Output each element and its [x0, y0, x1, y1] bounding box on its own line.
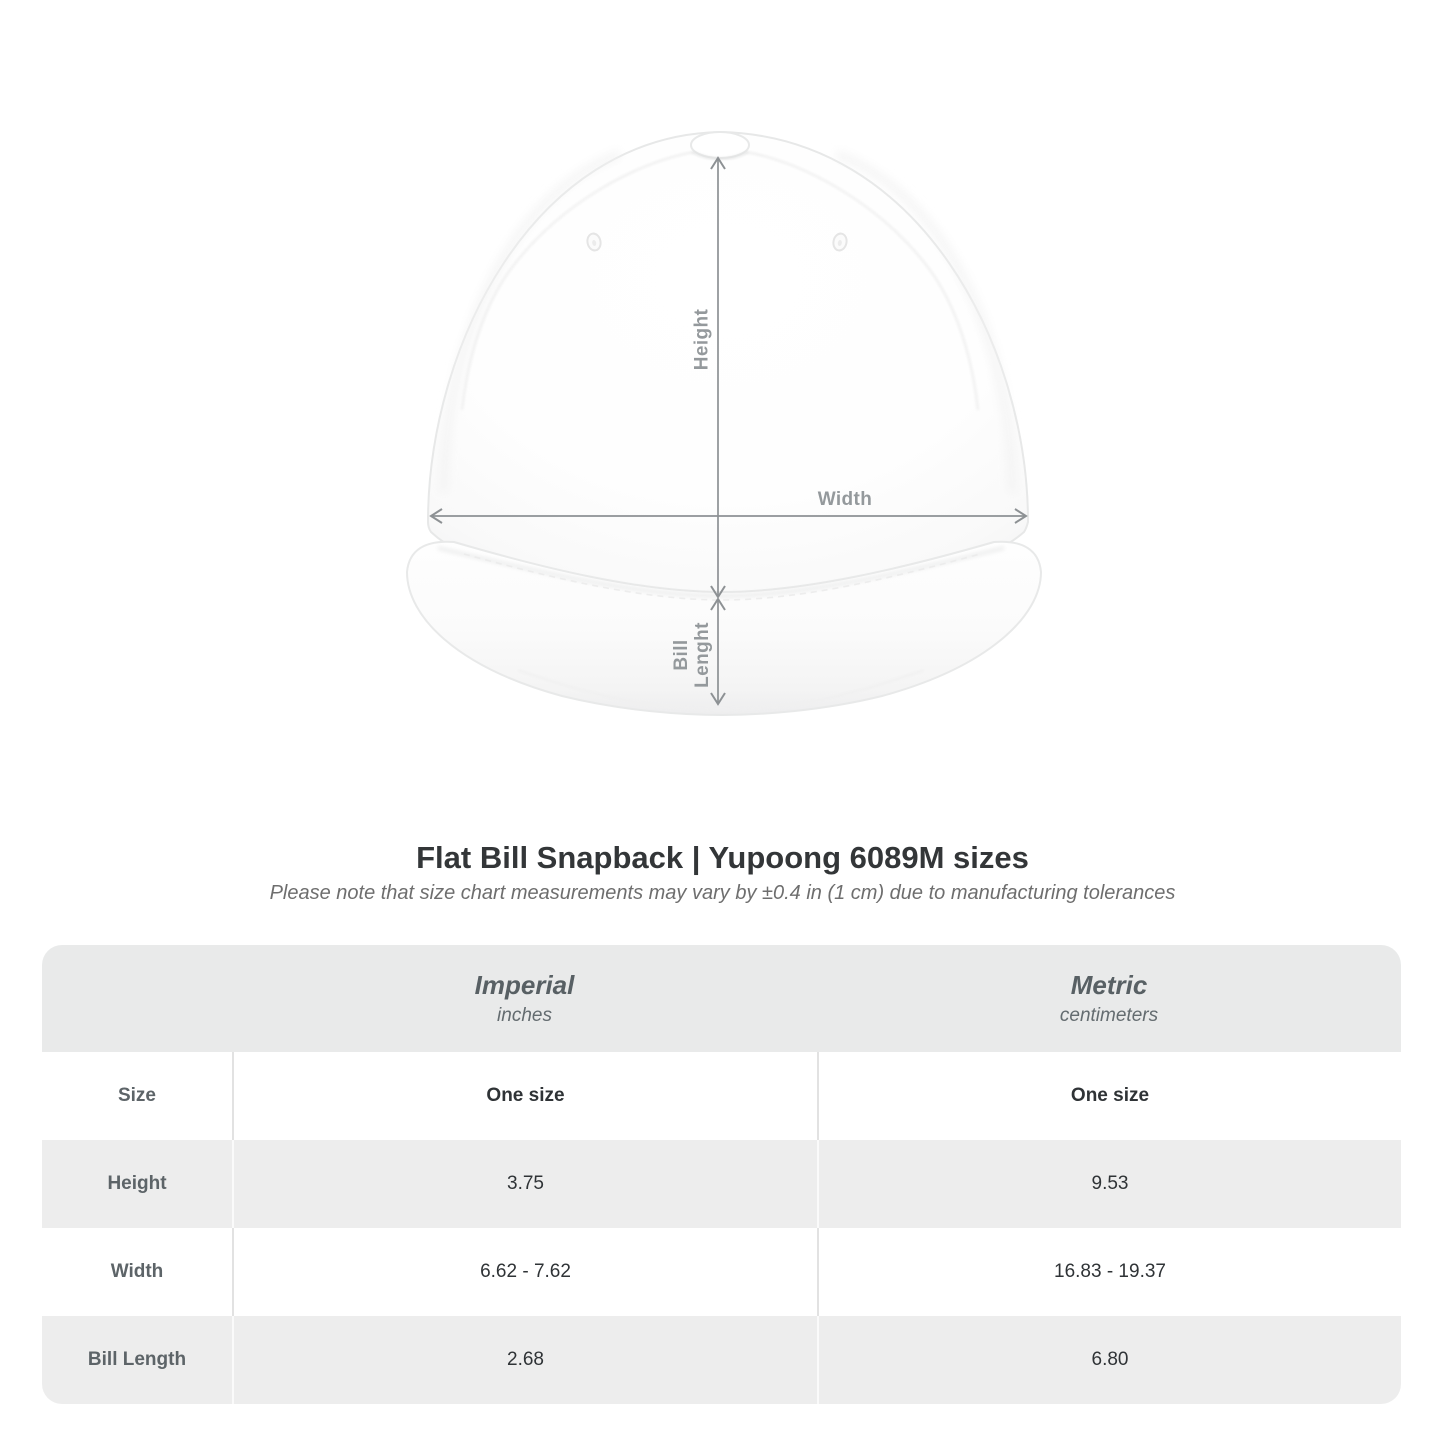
row-label: Width	[110, 1261, 164, 1282]
table-row-height	[42, 1140, 1401, 1228]
height-dimension-label	[660, 297, 744, 381]
imperial-value: 6.62 - 7.62	[232, 1228, 817, 1316]
hat-size-diagram	[398, 102, 1048, 722]
height-dimension-text: Height	[691, 308, 713, 370]
table-row-width	[42, 1228, 1401, 1316]
imperial-value: 2.68	[232, 1316, 817, 1404]
row-label: Bill Length	[87, 1349, 187, 1370]
table-header-row	[42, 945, 1401, 1052]
metric-column-header	[817, 945, 1401, 1052]
imperial-column-header	[232, 945, 817, 1052]
row-label: Size	[117, 1085, 157, 1106]
width-dimension-label	[785, 489, 905, 513]
imperial-label: Imperial	[474, 970, 575, 1000]
size-table	[42, 945, 1401, 1404]
imperial-unit-label: inches	[497, 1005, 552, 1026]
table-row-size	[42, 1052, 1401, 1140]
width-dimension-text: Width	[817, 489, 873, 510]
metric-value: One size	[817, 1052, 1401, 1140]
bill-length-dimension-text: Bill Lenght	[671, 622, 713, 688]
metric-label: Metric	[1070, 970, 1148, 1000]
imperial-value: One size	[232, 1052, 817, 1140]
imperial-value: 3.75	[232, 1140, 817, 1228]
metric-value: 9.53	[817, 1140, 1401, 1228]
row-label: Height	[107, 1173, 167, 1194]
page-title: Flat Bill Snapback | Yupoong 6089M sizes	[416, 840, 1029, 875]
bill-length-dimension-label	[637, 600, 747, 710]
metric-value: 6.80	[817, 1316, 1401, 1404]
table-row-bill-length	[42, 1316, 1401, 1404]
table-corner-cell	[42, 945, 232, 1052]
tolerance-note: Please note that size chart measurements may vary by ±0.4 in (1 cm) due to manufacturing tolerances	[269, 882, 1176, 904]
metric-value: 16.83 - 19.37	[817, 1228, 1401, 1316]
metric-unit-label: centimeters	[1059, 1005, 1159, 1026]
